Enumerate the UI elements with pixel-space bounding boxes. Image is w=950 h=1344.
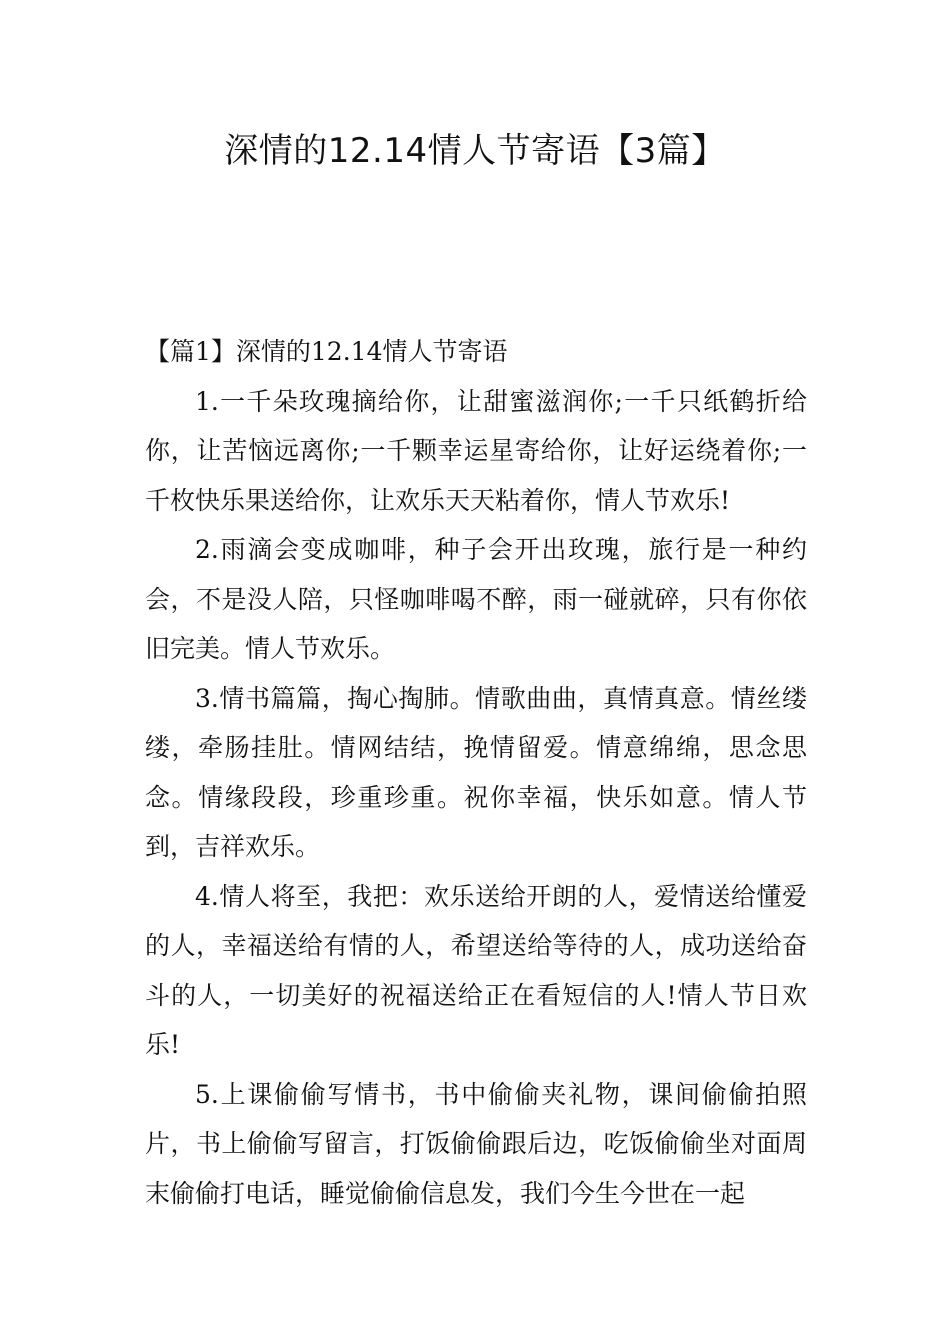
document-title: 深情的12.14情人节寄语【3篇】 (224, 131, 726, 171)
paragraph-1: 1.一千朵玫瑰摘给你，让甜蜜滋润你;一千只纸鹤折给你，让苦恼远离你;一千颗幸运星寄给你，让好运绕着你;一千枚快乐果送给你，让欢乐天天粘着你，情人节欢乐! (145, 386, 807, 515)
paragraph-2: 2.雨滴会变成咖啡，种子会开出玫瑰，旅行是一种约会，不是没人陪，只怪咖啡喝不醉，雨一碰就碎，只有你依旧完美。情人节欢乐。 (145, 535, 807, 663)
paragraph-4: 4.情人将至，我把：欢乐送给开朗的人，爱情送给懂爱的人，幸福送给有情的人，希望送给等待的人，成功送给奋斗的人，一切美好的祝福送给正在看短信的人!情人节日欢乐! (145, 881, 807, 1059)
paragraph-5: 5.上课偷偷写情书，书中偷偷夹礼物，课间偷偷拍照片，书上偷偷写留言，打饭偷偷跟后边，吃饭偷偷坐对面周末偷偷打电话，睡觉偷偷信息发，我们今生今世在一起 (145, 1079, 807, 1208)
paragraph-3: 3.情书篇篇，掏心掏肺。情歌曲曲，真情真意。情丝缕缕，牵肠挂肚。情网结结，挽情留爱。情意绵绵，思念思念。情缘段段，珍重珍重。祝你幸福，快乐如意。情人节到，吉祥欢乐。 (145, 683, 807, 861)
document-body (145, 327, 807, 1218)
section-heading: 【篇1】深情的12.14情人节寄语 (145, 337, 508, 366)
